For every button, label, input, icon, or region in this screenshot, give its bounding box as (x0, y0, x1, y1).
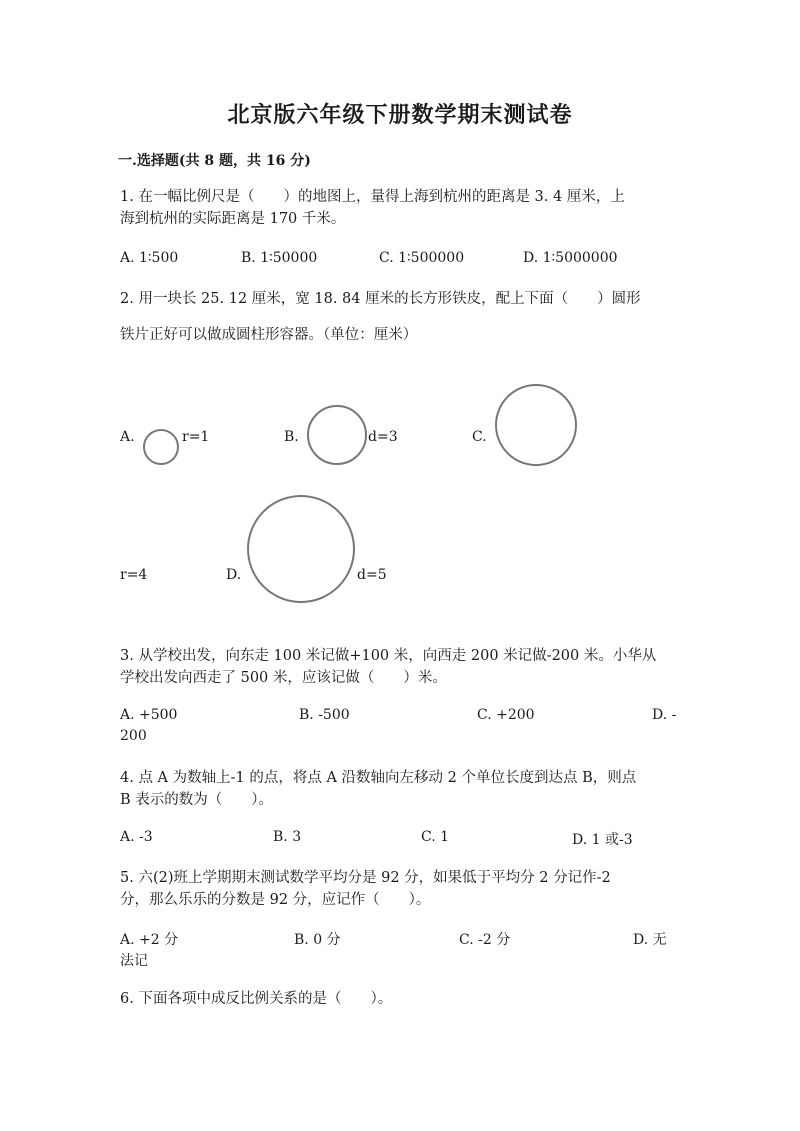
q4-option-c: C. 1 (421, 829, 450, 845)
q5-line1: 5. 六(2)班上学期期末测试数学平均分是 92 分，如果低于平均分 2 分记作-2 (120, 870, 611, 886)
circle-d-figure (246, 494, 356, 604)
q3-option-d: D. - (652, 707, 677, 723)
section-heading: 一.选择题(共 8 题，共 16 分) (118, 153, 311, 169)
q4-option-b: B. 3 (273, 829, 302, 845)
q4-option-d: D. 1 或-3 (572, 832, 633, 848)
q2-label-d: D. (226, 567, 242, 583)
q3-line1: 3. 从学校出发，向东走 100 米记做+100 米，向西走 200 米记做-200 米。小华从 (120, 648, 657, 664)
q6-line1: 6. 下面各项中成反比例关系的是（ ）。 (120, 991, 393, 1007)
q3-option-d-cont: 200 (120, 728, 147, 744)
q2-label-b: B. (284, 429, 299, 445)
q2-label-d-value: d=5 (357, 567, 387, 583)
q5-option-d: D. 无 (633, 932, 667, 948)
q2-label-a: A. (120, 429, 135, 445)
q5-option-d-cont: 法记 (120, 953, 148, 969)
q5-line2: 分，那么乐乐的分数是 92 分，应记作（ ）。 (120, 892, 431, 908)
q5-option-a: A. +2 分 (120, 932, 179, 948)
page-title: 北京版六年级下册数学期末测试卷 (227, 102, 573, 128)
q4-option-a: A. -3 (120, 829, 153, 845)
q1-option-d: D. 1∶5000000 (523, 250, 618, 266)
q5-option-c: C. -2 分 (459, 932, 511, 948)
q2-line2: 铁片正好可以做成圆柱形容器。（单位：厘米） (120, 327, 418, 343)
q1-line1: 1. 在一幅比例尺是（ ）的地图上，量得上海到杭州的距离是 3. 4 厘米，上 (120, 189, 625, 205)
q4-line2: B 表示的数为（ ）。 (120, 792, 274, 808)
q2-label-b-value: d=3 (368, 429, 398, 445)
q3-line2: 学校出发向西走了 500 米，应该记做（ ）米。 (120, 670, 447, 686)
circle-a-figure (142, 428, 180, 466)
q2-line1: 2. 用一块长 25. 12 厘米，宽 18. 84 厘米的长方形铁皮，配上下面（ ）圆形 (120, 291, 641, 307)
q4-line1: 4. 点 A 为数轴上-1 的点，将点 A 沿数轴向左移动 2 个单位长度到达点 B，则点 (120, 770, 637, 786)
q2-label-a-value: r=1 (182, 429, 210, 445)
q1-option-b: B. 1∶50000 (241, 250, 318, 266)
q3-option-a: A. +500 (120, 707, 178, 723)
q1-option-c: C. 1∶500000 (379, 250, 465, 266)
q2-label-c-value: r=4 (120, 567, 148, 583)
q3-option-c: C. +200 (477, 707, 535, 723)
circle-b-figure (306, 404, 368, 466)
q3-option-b: B. -500 (299, 707, 350, 723)
q2-label-c: C. (472, 429, 487, 445)
q1-line2: 海到杭州的实际距离是 170 千米。 (120, 211, 346, 227)
circle-c-figure (494, 383, 578, 467)
q5-option-b: B. 0 分 (294, 932, 341, 948)
q1-option-a: A. 1∶500 (120, 250, 179, 266)
